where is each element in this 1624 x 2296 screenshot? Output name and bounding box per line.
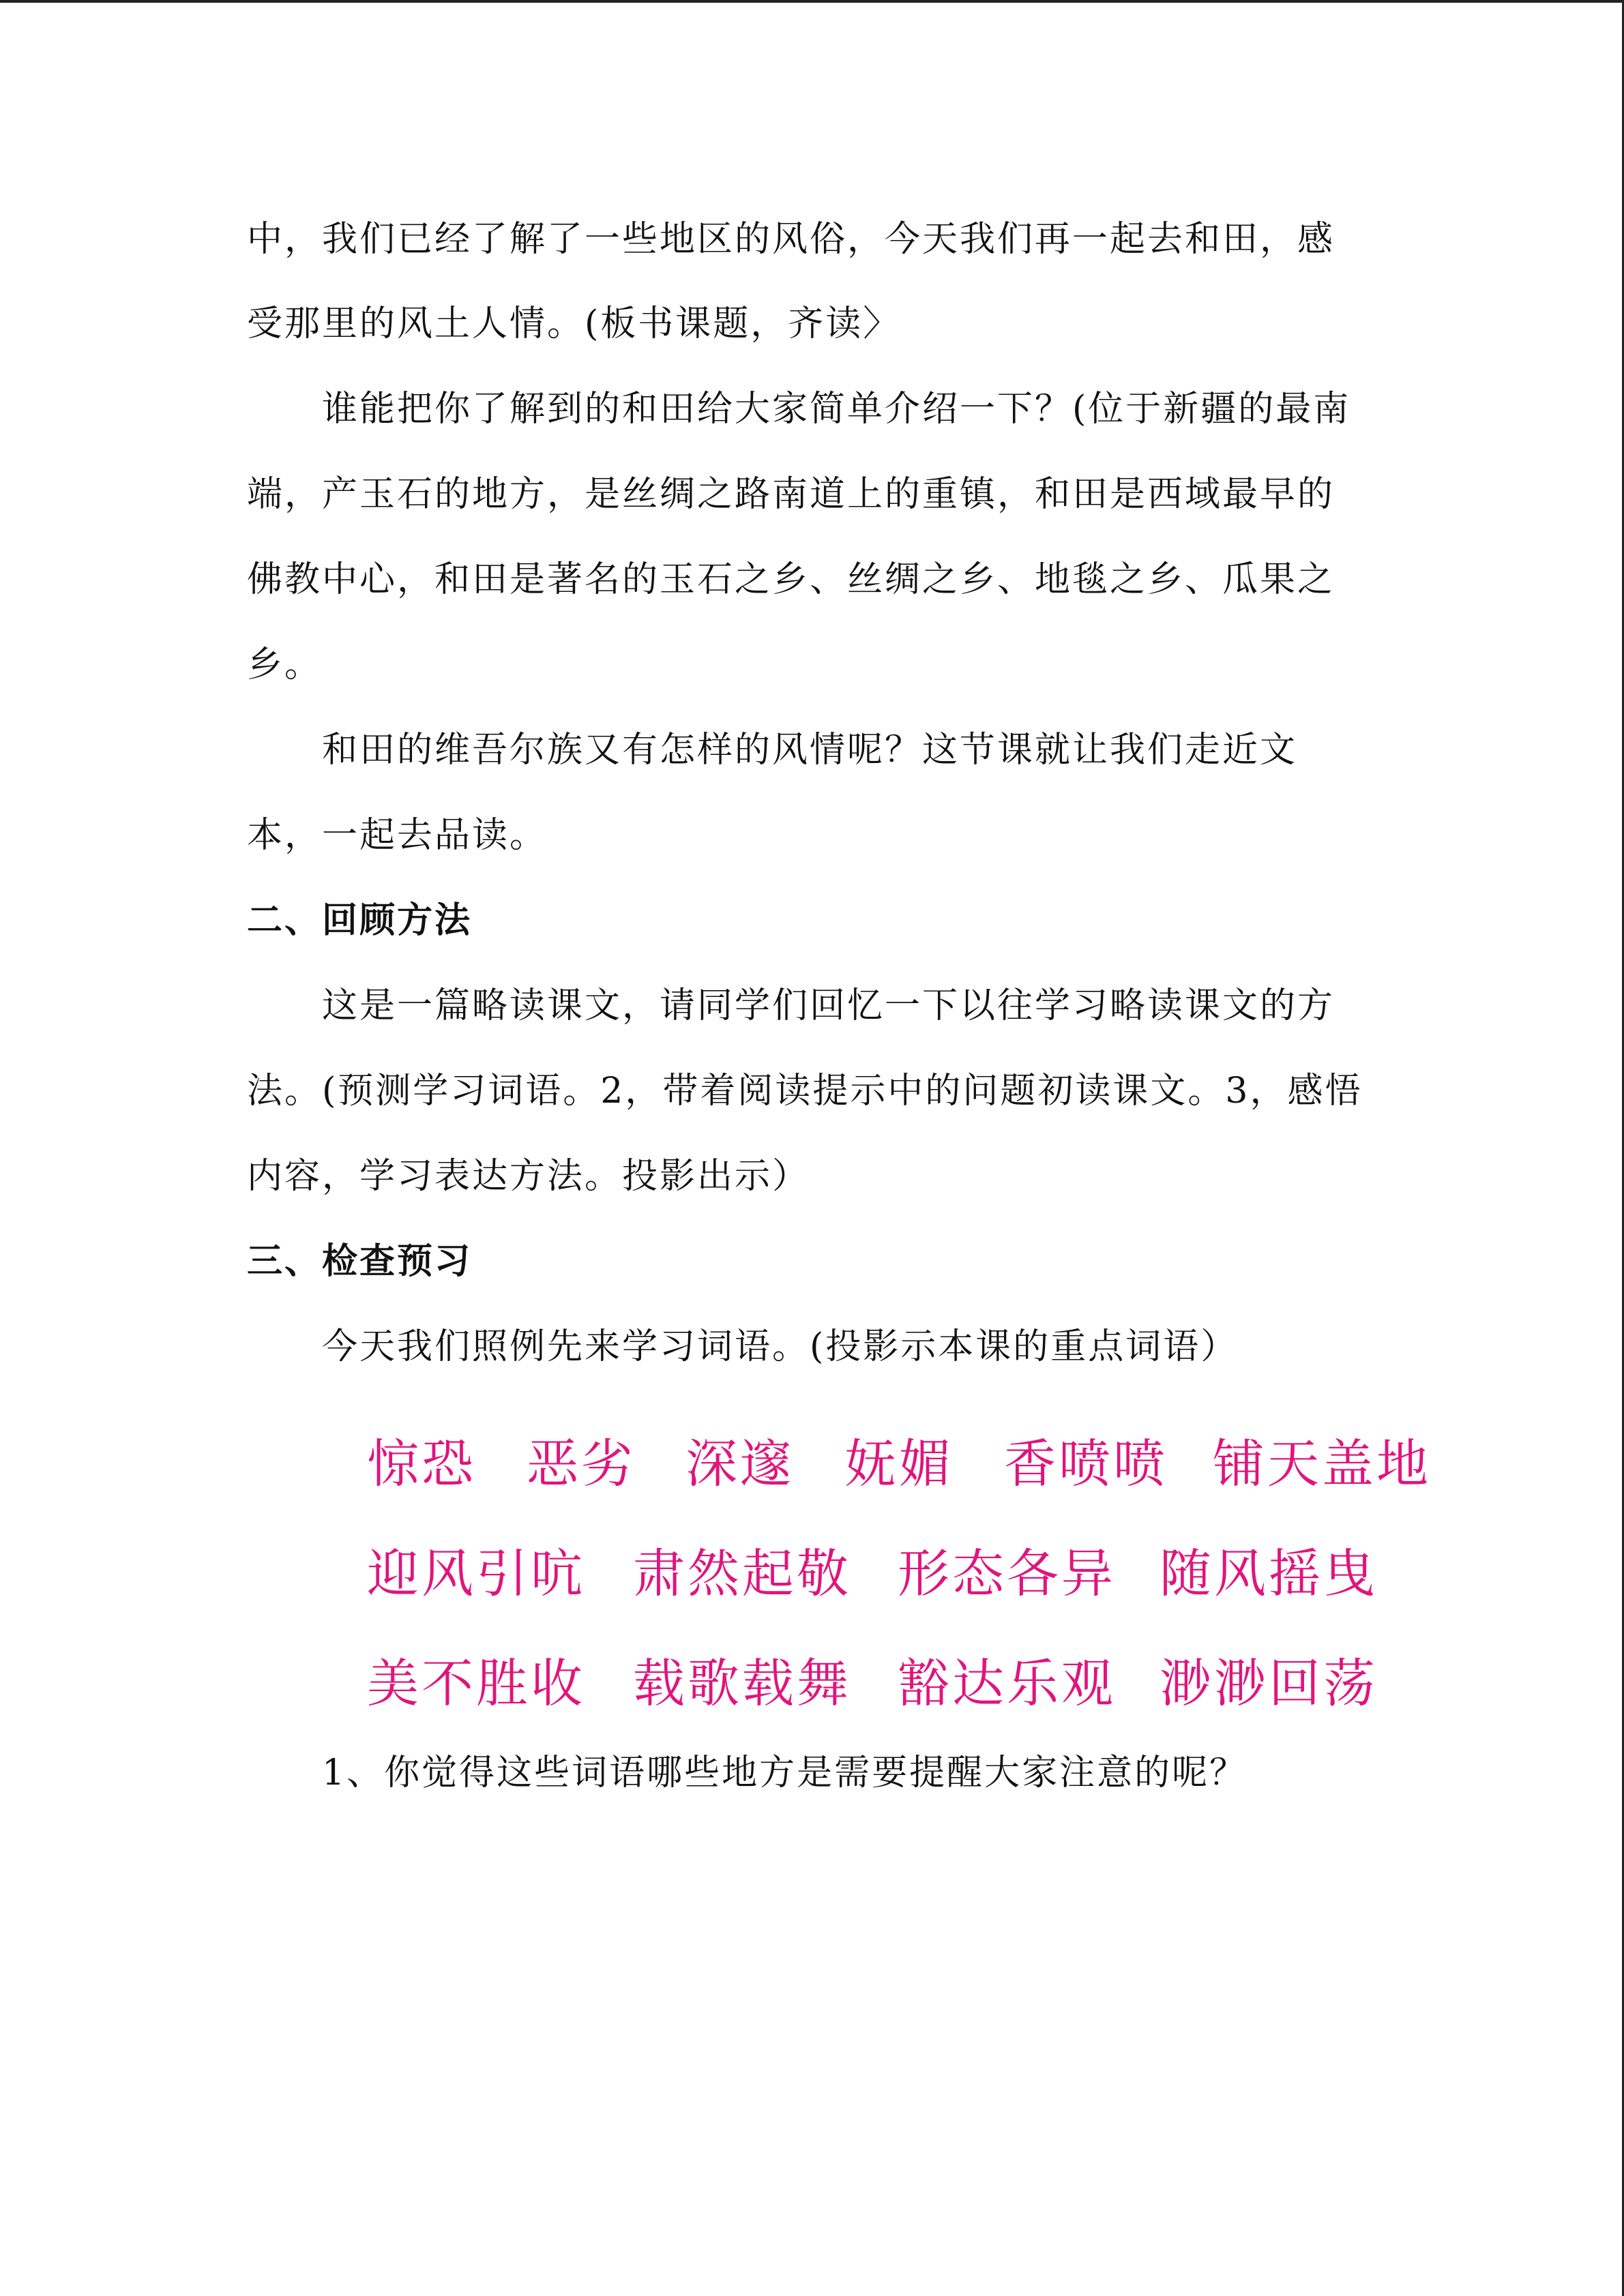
paragraph-line: 内容，学习表达方法。投影出示） bbox=[247, 1156, 810, 1197]
vocab-word: 妩媚 bbox=[844, 1433, 954, 1494]
paragraph-line: 法。(预测学习词语。2，带着阅读提示中的问题初读课文。3，感悟 bbox=[247, 1071, 1363, 1112]
section-heading-review-methods: 二、回顾方法 bbox=[247, 900, 473, 941]
page-top-border bbox=[0, 0, 1624, 3]
vocab-word: 肃然起敬 bbox=[633, 1543, 851, 1604]
vocab-word: 美不胜收 bbox=[367, 1653, 585, 1714]
vocab-word: 形态各异 bbox=[898, 1543, 1116, 1604]
paragraph-line: 佛教中心，和田是著名的玉石之乡、丝绸之乡、地毯之乡、瓜果之 bbox=[247, 559, 1335, 600]
paragraph-line: 中，我们已经了解了一些地区的风俗，今天我们再一起去和田，感 bbox=[247, 219, 1335, 260]
vocab-word: 随风摇曳 bbox=[1160, 1543, 1378, 1604]
question-line: 1、你觉得这些词语哪些地方是需要提醒大家注意的呢？ bbox=[322, 1753, 1247, 1793]
paragraph-line: 端，产玉石的地方，是丝绸之路南道上的重镇，和田是西域最早的 bbox=[247, 474, 1335, 515]
vocab-word: 恶劣 bbox=[527, 1433, 636, 1494]
paragraph-line: 谁能把你了解到的和田给大家简单介绍一下？(位于新疆的最南 bbox=[322, 389, 1351, 430]
paragraph-line: 这是一篇略读课文，请同学们回忆一下以往学习略读课文的方 bbox=[322, 985, 1335, 1026]
paragraph-line: 今天我们照例先来学习词语。(投影示本课的重点词语） bbox=[322, 1326, 1239, 1367]
vocab-word: 香喷喷 bbox=[1004, 1433, 1168, 1494]
vocab-word: 深邃 bbox=[685, 1433, 795, 1494]
paragraph-line: 受那里的风土人情。(板书课题，齐读〉 bbox=[247, 303, 901, 344]
vocab-word: 铺天盖地 bbox=[1213, 1433, 1431, 1494]
vocab-word: 载歌载舞 bbox=[633, 1653, 851, 1714]
paragraph-line: 和田的维吾尔族又有怎样的风情呢？这节课就让我们走近文 bbox=[322, 730, 1298, 771]
vocab-word: 迎风引吭 bbox=[367, 1543, 585, 1604]
vocab-word: 惊恐 bbox=[367, 1433, 476, 1494]
section-heading-check-preview: 三、检查预习 bbox=[247, 1241, 473, 1282]
vocab-word: 豁达乐观 bbox=[898, 1653, 1116, 1714]
paragraph-line: 乡。 bbox=[247, 644, 323, 685]
paragraph-line: 本，一起去品读。 bbox=[247, 815, 548, 856]
vocab-word: 渺渺回荡 bbox=[1160, 1653, 1378, 1714]
